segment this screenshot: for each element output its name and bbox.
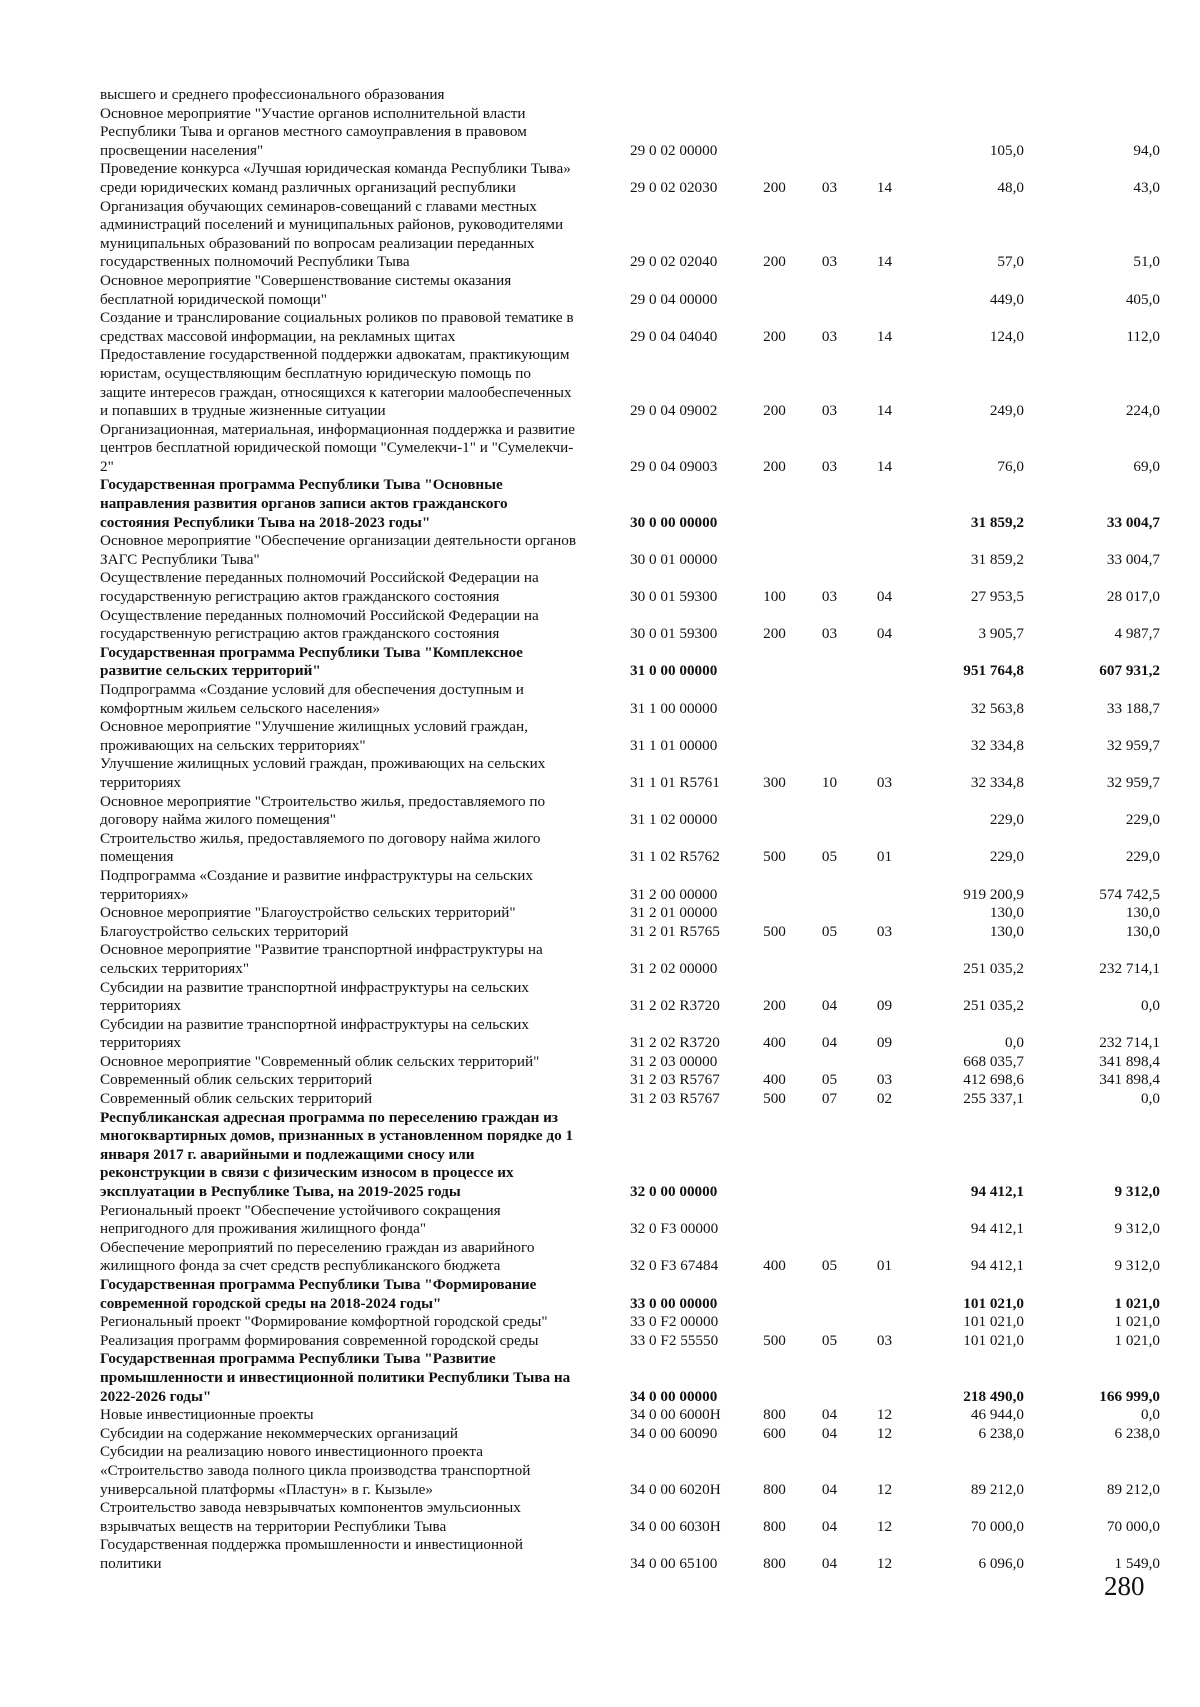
row-amount-year-1: 27 953,5 bbox=[970, 588, 1024, 606]
table-row bbox=[100, 346, 1170, 420]
row-amount-year-2: 6 238,0 bbox=[1114, 1424, 1160, 1442]
budget-table bbox=[100, 86, 1170, 1574]
row-subsection: 04 bbox=[876, 625, 893, 643]
row-name: Улучшение жилищных условий граждан, проживающих на сельских территориях bbox=[100, 755, 546, 791]
row-amount-year-1: 130,0 bbox=[989, 904, 1024, 922]
row-expense-type: 400 bbox=[763, 1034, 786, 1052]
row-expense-type: 500 bbox=[763, 1090, 786, 1108]
row-target-code: 32 0 F3 00000 bbox=[630, 1220, 719, 1238]
row-name: Реализация программ формирования современной городской среды bbox=[100, 1331, 539, 1349]
row-target-code: 29 0 04 09002 bbox=[630, 402, 718, 420]
row-expense-type: 300 bbox=[763, 773, 786, 791]
row-name: Новые инвестиционные проекты bbox=[100, 1406, 314, 1424]
table-row bbox=[100, 718, 1170, 755]
row-name: Основное мероприятие "Улучшение жилищных условий граждан, проживающих на сельских территориях" bbox=[100, 718, 528, 754]
row-name: Субсидии на развитие транспортной инфраструктуры на сельских территориях bbox=[100, 1015, 530, 1052]
row-name: Подпрограмма «Создание и развитие инфраструктуры на сельских территориях» bbox=[100, 866, 534, 903]
row-target-code: 31 1 00 00000 bbox=[630, 699, 718, 717]
row-amount-year-2: 32 959,7 bbox=[1106, 736, 1160, 754]
row-name: Строительство завода невзрывчатых компонентов эмульсионных взрывчатых веществ на территории Республики Тыва bbox=[100, 1499, 521, 1535]
row-section: 04 bbox=[821, 997, 838, 1015]
row-section: 05 bbox=[821, 848, 838, 866]
table-row bbox=[100, 755, 1170, 792]
row-name: Республиканская адресная программа по переселению граждан из многоквартирных домов, признанных в установленном порядке до 1 января 2017 г. аварийными и подлежащими сносу или реконструкции в связи с физическим износом в процессе их эксплуатации в Республике Тыва, на 2019-2025 годы bbox=[100, 1108, 574, 1201]
row-target-code: 29 0 04 04040 bbox=[630, 327, 718, 345]
row-amount-year-2: 405,0 bbox=[1125, 290, 1160, 308]
row-expense-type: 500 bbox=[763, 922, 786, 940]
row-subsection: 04 bbox=[876, 588, 893, 606]
row-name: Субсидии на реализацию нового инвестиционного проекта «Строительство завода полного цикла производства транспортной универсальной платформы «Пластун» в г. Кызыле» bbox=[100, 1443, 531, 1498]
row-name: Основное мероприятие "Современный облик сельских территорий" bbox=[100, 1052, 540, 1070]
row-section: 03 bbox=[821, 588, 838, 606]
row-section: 05 bbox=[821, 922, 838, 940]
table-row bbox=[100, 1053, 1170, 1072]
row-amount-year-2: 130,0 bbox=[1125, 922, 1160, 940]
row-expense-type: 500 bbox=[763, 1331, 786, 1349]
row-amount-year-2: 94,0 bbox=[1133, 141, 1160, 159]
row-section: 04 bbox=[821, 1034, 838, 1052]
row-expense-type: 100 bbox=[763, 588, 786, 606]
table-row bbox=[100, 1425, 1170, 1444]
row-amount-year-2: 32 959,7 bbox=[1106, 773, 1160, 791]
row-expense-type: 200 bbox=[763, 625, 786, 643]
row-name: Региональный проект "Формирование комфортной городской среды" bbox=[100, 1313, 548, 1331]
row-name: Государственная программа Республики Тыва "Формирование современной городской среды на 2018-2024 годы" bbox=[100, 1276, 537, 1312]
row-name: Основное мероприятие "Совершенствование системы оказания бесплатной юридической помощи" bbox=[100, 271, 512, 308]
row-name: Субсидии на развитие транспортной инфраструктуры на сельских территориях bbox=[100, 978, 530, 1015]
row-amount-year-2: 0,0 bbox=[1141, 1090, 1160, 1108]
table-row bbox=[100, 1202, 1170, 1239]
row-target-code: 31 1 01 R5761 bbox=[630, 773, 720, 791]
row-amount-year-2: 166 999,0 bbox=[1099, 1387, 1160, 1405]
row-target-code: 29 0 04 09003 bbox=[630, 457, 718, 475]
row-amount-year-2: 69,0 bbox=[1133, 457, 1160, 475]
row-amount-year-2: 4 987,7 bbox=[1114, 625, 1160, 643]
row-name: Государственная программа Республики Тыва "Комплексное развитие сельских территорий" bbox=[100, 643, 523, 680]
table-row bbox=[100, 1536, 1170, 1573]
row-name: Государственная программа Республики Тыва "Основные направления развития органов записи актов гражданского состояния Республики Тыва на 2018-2023 годы" bbox=[100, 476, 508, 531]
row-amount-year-1: 101 021,0 bbox=[963, 1331, 1024, 1349]
row-expense-type: 200 bbox=[763, 253, 786, 271]
row-expense-type: 800 bbox=[763, 1554, 786, 1572]
row-section: 05 bbox=[821, 1071, 838, 1089]
row-target-code: 33 0 F2 00000 bbox=[630, 1313, 719, 1331]
row-amount-year-1: 76,0 bbox=[997, 457, 1024, 475]
row-amount-year-2: 232 714,1 bbox=[1099, 959, 1160, 977]
row-amount-year-1: 919 200,9 bbox=[963, 885, 1024, 903]
row-subsection: 12 bbox=[876, 1517, 893, 1535]
row-subsection: 02 bbox=[876, 1090, 893, 1108]
row-amount-year-2: 341 898,4 bbox=[1099, 1052, 1160, 1070]
row-amount-year-1: 6 096,0 bbox=[978, 1554, 1024, 1572]
row-amount-year-2: 33 004,7 bbox=[1106, 513, 1160, 531]
row-amount-year-1: 32 334,8 bbox=[970, 736, 1024, 754]
row-expense-type: 500 bbox=[763, 848, 786, 866]
table-row bbox=[100, 941, 1170, 978]
row-amount-year-2: 9 312,0 bbox=[1114, 1220, 1160, 1238]
row-name: Осуществление переданных полномочий Российской Федерации на государственную регистрацию актов гражданского состояния bbox=[100, 569, 539, 606]
row-name: Организация обучающих семинаров-совещаний с главами местных администраций поселений и муниципальных районов, руководителями муниципальных образований по вопросам реализации переданных государственных полномочий Республики Тыва bbox=[100, 197, 564, 271]
row-section: 03 bbox=[821, 402, 838, 420]
row-section: 03 bbox=[821, 625, 838, 643]
row-amount-year-2: 229,0 bbox=[1125, 848, 1160, 866]
row-amount-year-1: 449,0 bbox=[989, 290, 1024, 308]
row-expense-type: 600 bbox=[763, 1424, 786, 1442]
row-subsection: 03 bbox=[876, 922, 893, 940]
row-amount-year-1: 48,0 bbox=[997, 178, 1024, 196]
row-amount-year-2: 232 714,1 bbox=[1099, 1034, 1160, 1052]
row-target-code: 31 2 03 R5767 bbox=[630, 1090, 720, 1108]
row-name: Субсидии на содержание некоммерческих организаций bbox=[100, 1424, 459, 1442]
row-target-code: 34 0 00 6020H bbox=[630, 1480, 721, 1498]
row-amount-year-1: 105,0 bbox=[989, 141, 1024, 159]
row-expense-type: 400 bbox=[763, 1257, 786, 1275]
table-row bbox=[100, 681, 1170, 718]
table-row bbox=[100, 1332, 1170, 1351]
row-amount-year-2: 70 000,0 bbox=[1106, 1517, 1160, 1535]
row-name: Основное мероприятие "Развитие транспортной инфраструктуры на сельских территориях" bbox=[100, 941, 543, 977]
row-amount-year-2: 574 742,5 bbox=[1099, 885, 1160, 903]
row-amount-year-2: 1 021,0 bbox=[1114, 1294, 1160, 1312]
row-amount-year-2: 1 021,0 bbox=[1114, 1331, 1160, 1349]
row-expense-type: 800 bbox=[763, 1480, 786, 1498]
row-target-code: 31 2 03 00000 bbox=[630, 1052, 718, 1070]
row-name: Государственная поддержка промышленности и инвестиционной политики bbox=[100, 1536, 523, 1572]
row-amount-year-2: 1 021,0 bbox=[1114, 1313, 1160, 1331]
row-amount-year-2: 0,0 bbox=[1141, 997, 1160, 1015]
row-amount-year-1: 124,0 bbox=[989, 327, 1024, 345]
row-amount-year-1: 951 764,8 bbox=[963, 662, 1024, 680]
row-subsection: 12 bbox=[876, 1554, 893, 1572]
table-row bbox=[100, 532, 1170, 569]
row-subsection: 09 bbox=[876, 1034, 893, 1052]
row-section: 04 bbox=[821, 1424, 838, 1442]
table-row bbox=[100, 1313, 1170, 1332]
row-name: Предоставление государственной поддержки адвокатам, практикующим юристам, осуществляющим бесплатную юридическую помощь по защите интересов граждан, относящихся к категории малообеспеченных и попавших в трудные жизненные ситуации bbox=[100, 346, 572, 420]
table-row bbox=[100, 1443, 1170, 1499]
row-amount-year-2: 607 931,2 bbox=[1099, 662, 1160, 680]
row-name: Основное мероприятие "Участие органов исполнительной власти Республики Тыва и органов местного самоуправления в правовом просвещении населения" bbox=[100, 104, 527, 159]
row-amount-year-1: 70 000,0 bbox=[970, 1517, 1024, 1535]
row-amount-year-1: 0,0 bbox=[1005, 1034, 1024, 1052]
row-target-code: 31 2 01 R5765 bbox=[630, 922, 720, 940]
row-subsection: 03 bbox=[876, 1331, 893, 1349]
row-target-code: 31 2 02 00000 bbox=[630, 959, 718, 977]
row-amount-year-1: 249,0 bbox=[989, 402, 1024, 420]
row-name: Проведение конкурса «Лучшая юридическая команда Республики Тыва» среди юридических команд различных организаций республики bbox=[100, 160, 571, 196]
table-row bbox=[100, 830, 1170, 867]
row-section: 03 bbox=[821, 327, 838, 345]
row-target-code: 34 0 00 6030H bbox=[630, 1517, 721, 1535]
row-amount-year-2: 9 312,0 bbox=[1114, 1257, 1160, 1275]
table-row bbox=[100, 1090, 1170, 1109]
row-section: 10 bbox=[821, 773, 838, 791]
row-amount-year-2: 1 549,0 bbox=[1114, 1554, 1160, 1572]
row-amount-year-1: 101 021,0 bbox=[963, 1294, 1024, 1312]
row-amount-year-1: 251 035,2 bbox=[963, 997, 1024, 1015]
table-row bbox=[100, 309, 1170, 346]
row-amount-year-1: 32 334,8 bbox=[970, 773, 1024, 791]
row-name: Основное мероприятие "Благоустройство сельских территорий" bbox=[100, 904, 516, 922]
row-subsection: 12 bbox=[876, 1424, 893, 1442]
row-subsection: 14 bbox=[876, 402, 893, 420]
row-subsection: 03 bbox=[876, 773, 893, 791]
row-section: 05 bbox=[821, 1257, 838, 1275]
row-expense-type: 200 bbox=[763, 402, 786, 420]
table-row bbox=[100, 1499, 1170, 1536]
row-amount-year-2: 0,0 bbox=[1141, 1406, 1160, 1424]
row-name: Осуществление переданных полномочий Российской Федерации на государственную регистрацию актов гражданского состояния bbox=[100, 606, 539, 643]
row-subsection: 14 bbox=[876, 253, 893, 271]
table-row bbox=[100, 1406, 1170, 1425]
row-name: Создание и транслирование социальных роликов по правовой тематике в средствах массовой информации, на рекламных щитах bbox=[100, 309, 574, 345]
row-target-code: 31 2 01 00000 bbox=[630, 904, 718, 922]
row-target-code: 29 0 02 02040 bbox=[630, 253, 718, 271]
row-amount-year-2: 33 004,7 bbox=[1106, 550, 1160, 568]
row-target-code: 31 2 02 R3720 bbox=[630, 997, 720, 1015]
row-name: Строительство жилья, предоставляемого по договору найма жилого помещения bbox=[100, 829, 541, 866]
row-section: 04 bbox=[821, 1406, 838, 1424]
row-name: Современный облик сельских территорий bbox=[100, 1090, 373, 1108]
row-target-code: 29 0 02 00000 bbox=[630, 141, 718, 159]
row-target-code: 31 2 00 00000 bbox=[630, 885, 718, 903]
row-amount-year-1: 251 035,2 bbox=[963, 959, 1024, 977]
table-row bbox=[100, 644, 1170, 681]
row-amount-year-2: 9 312,0 bbox=[1114, 1183, 1160, 1201]
row-target-code: 31 0 00 00000 bbox=[630, 662, 718, 680]
row-target-code: 30 0 01 59300 bbox=[630, 625, 718, 643]
row-expense-type: 200 bbox=[763, 178, 786, 196]
row-name: Региональный проект "Обеспечение устойчивого сокращения непригодного для проживания жилищного фонда" bbox=[100, 1201, 501, 1238]
table-row bbox=[100, 421, 1170, 477]
table-row bbox=[100, 1276, 1170, 1313]
row-amount-year-2: 33 188,7 bbox=[1106, 699, 1160, 717]
row-amount-year-2: 51,0 bbox=[1133, 253, 1160, 271]
table-row bbox=[100, 1109, 1170, 1202]
row-subsection: 12 bbox=[876, 1480, 893, 1498]
row-amount-year-2: 229,0 bbox=[1125, 811, 1160, 829]
row-target-code: 29 0 04 00000 bbox=[630, 290, 718, 308]
table-row bbox=[100, 198, 1170, 272]
row-amount-year-2: 43,0 bbox=[1133, 178, 1160, 196]
row-amount-year-1: 94 412,1 bbox=[970, 1257, 1024, 1275]
row-amount-year-1: 101 021,0 bbox=[963, 1313, 1024, 1331]
row-name: Благоустройство сельских территорий bbox=[100, 922, 349, 940]
row-target-code: 30 0 01 59300 bbox=[630, 588, 718, 606]
row-target-code: 31 2 03 R5767 bbox=[630, 1071, 720, 1089]
row-expense-type: 200 bbox=[763, 457, 786, 475]
row-subsection: 14 bbox=[876, 457, 893, 475]
table-row bbox=[100, 1350, 1170, 1406]
row-subsection: 14 bbox=[876, 327, 893, 345]
row-subsection: 03 bbox=[876, 1071, 893, 1089]
row-target-code: 31 1 02 00000 bbox=[630, 811, 718, 829]
row-expense-type: 800 bbox=[763, 1406, 786, 1424]
row-amount-year-1: 6 238,0 bbox=[978, 1424, 1024, 1442]
row-amount-year-2: 224,0 bbox=[1125, 402, 1160, 420]
row-target-code: 31 1 02 R5762 bbox=[630, 848, 720, 866]
table-row bbox=[100, 569, 1170, 606]
row-target-code: 34 0 00 60090 bbox=[630, 1424, 718, 1442]
row-target-code: 29 0 02 02030 bbox=[630, 178, 718, 196]
table-row bbox=[100, 476, 1170, 532]
table-row bbox=[100, 1071, 1170, 1090]
row-target-code: 30 0 00 00000 bbox=[630, 513, 718, 531]
row-subsection: 09 bbox=[876, 997, 893, 1015]
row-amount-year-1: 94 412,1 bbox=[970, 1220, 1024, 1238]
row-name: Современный облик сельских территорий bbox=[100, 1071, 373, 1089]
row-amount-year-1: 229,0 bbox=[989, 811, 1024, 829]
row-target-code: 33 0 00 00000 bbox=[630, 1294, 718, 1312]
row-amount-year-1: 46 944,0 bbox=[970, 1406, 1024, 1424]
row-amount-year-2: 130,0 bbox=[1125, 904, 1160, 922]
row-subsection: 01 bbox=[876, 848, 893, 866]
row-section: 03 bbox=[821, 178, 838, 196]
table-row bbox=[100, 904, 1170, 923]
table-row bbox=[100, 86, 1170, 105]
row-section: 07 bbox=[821, 1090, 838, 1108]
row-amount-year-1: 130,0 bbox=[989, 922, 1024, 940]
row-amount-year-1: 94 412,1 bbox=[970, 1183, 1024, 1201]
row-section: 04 bbox=[821, 1554, 838, 1572]
row-amount-year-1: 31 859,2 bbox=[970, 513, 1024, 531]
table-row bbox=[100, 105, 1170, 161]
row-expense-type: 200 bbox=[763, 327, 786, 345]
table-row bbox=[100, 160, 1170, 197]
row-target-code: 30 0 01 00000 bbox=[630, 550, 718, 568]
table-row bbox=[100, 923, 1170, 942]
row-target-code: 32 0 00 00000 bbox=[630, 1183, 718, 1201]
row-amount-year-1: 31 859,2 bbox=[970, 550, 1024, 568]
row-amount-year-1: 412 698,6 bbox=[963, 1071, 1024, 1089]
row-section: 05 bbox=[821, 1331, 838, 1349]
table-row bbox=[100, 1239, 1170, 1276]
table-row bbox=[100, 867, 1170, 904]
table-row bbox=[100, 1016, 1170, 1053]
row-expense-type: 200 bbox=[763, 997, 786, 1015]
row-target-code: 34 0 00 65100 bbox=[630, 1554, 718, 1572]
row-target-code: 34 0 00 00000 bbox=[630, 1387, 718, 1405]
row-name: Основное мероприятие "Строительство жилья, предоставляемого по договору найма жилого помещения" bbox=[100, 792, 546, 829]
table-row bbox=[100, 793, 1170, 830]
row-amount-year-1: 668 035,7 bbox=[963, 1052, 1024, 1070]
row-amount-year-1: 229,0 bbox=[989, 848, 1024, 866]
row-amount-year-1: 218 490,0 bbox=[963, 1387, 1024, 1405]
row-amount-year-2: 28 017,0 bbox=[1106, 588, 1160, 606]
row-expense-type: 800 bbox=[763, 1517, 786, 1535]
table-row bbox=[100, 979, 1170, 1016]
page-number: 280 bbox=[1104, 1571, 1145, 1601]
row-target-code: 34 0 00 6000H bbox=[630, 1406, 721, 1424]
row-name: Государственная программа Республики Тыва "Развитие промышленности и инвестиционной политики Республики Тыва на 2022-2026 годы" bbox=[100, 1350, 571, 1405]
row-amount-year-2: 112,0 bbox=[1126, 327, 1160, 345]
row-target-code: 31 1 01 00000 bbox=[630, 736, 718, 754]
row-name: Основное мероприятие "Обеспечение организации деятельности органов ЗАГС Республики Тыва" bbox=[100, 532, 577, 568]
row-expense-type: 400 bbox=[763, 1071, 786, 1089]
row-amount-year-2: 89 212,0 bbox=[1106, 1480, 1160, 1498]
row-section: 03 bbox=[821, 457, 838, 475]
row-amount-year-1: 32 563,8 bbox=[970, 699, 1024, 717]
row-section: 03 bbox=[821, 253, 838, 271]
row-name: высшего и среднего профессионального образования bbox=[100, 86, 445, 103]
row-name: Организационная, материальная, информационная поддержка и развитие центров бесплатной юридической помощи "Сумелекчи-1" и "Сумелекчи- 2" bbox=[100, 420, 575, 475]
row-section: 04 bbox=[821, 1480, 838, 1498]
row-amount-year-2: 341 898,4 bbox=[1099, 1071, 1160, 1089]
row-name: Обеспечение мероприятий по переселению граждан из аварийного жилищного фонда за счет средств республиканского бюджета bbox=[100, 1238, 535, 1275]
row-subsection: 14 bbox=[876, 178, 893, 196]
row-name: Подпрограмма «Создание условий для обеспечения доступным и комфортным жильем сельского населения» bbox=[100, 681, 524, 717]
row-target-code: 32 0 F3 67484 bbox=[630, 1257, 719, 1275]
row-amount-year-1: 57,0 bbox=[997, 253, 1024, 271]
row-subsection: 12 bbox=[876, 1406, 893, 1424]
table-row bbox=[100, 272, 1170, 309]
table-row bbox=[100, 607, 1170, 644]
row-target-code: 33 0 F2 55550 bbox=[630, 1331, 719, 1349]
row-amount-year-1: 255 337,1 bbox=[963, 1090, 1024, 1108]
row-amount-year-1: 3 905,7 bbox=[978, 625, 1024, 643]
row-target-code: 31 2 02 R3720 bbox=[630, 1034, 720, 1052]
row-amount-year-1: 89 212,0 bbox=[970, 1480, 1024, 1498]
row-section: 04 bbox=[821, 1517, 838, 1535]
row-subsection: 01 bbox=[876, 1257, 893, 1275]
